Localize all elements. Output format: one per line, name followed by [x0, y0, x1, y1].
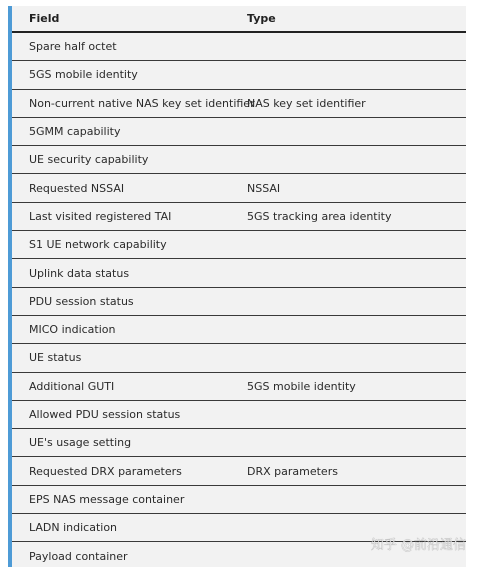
table-row: [12, 429, 466, 457]
table-row: [12, 259, 466, 287]
field-cell: Uplink data status: [29, 266, 130, 280]
field-cell: Spare half octet: [29, 40, 117, 54]
table-row: [12, 174, 466, 202]
table-header-row: [12, 6, 466, 33]
table-row: [12, 457, 466, 485]
watermark-text: 知乎 @前沿通信: [370, 538, 466, 553]
table-row: [12, 61, 466, 89]
field-cell: Non-current native NAS key set identifier: [29, 96, 255, 110]
table-row: [12, 90, 466, 118]
table-body: [12, 33, 466, 571]
field-cell: PDU session status: [29, 294, 134, 308]
field-cell: UE's usage setting: [29, 436, 132, 450]
field-cell: Requested DRX parameters: [29, 464, 182, 478]
type-cell: 5GS tracking area identity: [247, 209, 392, 223]
table-row: [12, 288, 466, 316]
field-cell: EPS NAS message container: [29, 492, 185, 506]
fields-table: [8, 6, 466, 567]
field-cell: S1 UE network capability: [29, 238, 167, 252]
header-field: Field: [29, 12, 60, 25]
type-cell: NAS key set identifier: [247, 96, 366, 110]
table-row: [12, 231, 466, 259]
type-cell: 5GS mobile identity: [247, 379, 356, 393]
table-row: [12, 146, 466, 174]
table-row: [12, 344, 466, 372]
table-row: [12, 401, 466, 429]
table-row: [12, 203, 466, 231]
table-row: [12, 118, 466, 146]
type-cell: NSSAI: [247, 181, 281, 195]
field-cell: LADN indication: [29, 521, 118, 535]
table-row: [12, 486, 466, 514]
field-cell: Payload container: [29, 549, 128, 563]
field-cell: UE status: [29, 351, 82, 365]
field-cell: Requested NSSAI: [29, 181, 125, 195]
field-cell: MICO indication: [29, 323, 116, 337]
field-cell: Additional GUTI: [29, 379, 115, 393]
watermark: [371, 534, 466, 553]
type-cell: DRX parameters: [247, 464, 338, 478]
field-cell: 5GS mobile identity: [29, 68, 138, 82]
header-type: Type: [247, 12, 276, 25]
field-cell: Last visited registered TAI: [29, 209, 172, 223]
table-row: [12, 33, 466, 61]
table-row: [12, 373, 466, 401]
field-cell: UE security capability: [29, 153, 149, 167]
table-row: [12, 316, 466, 344]
field-cell: 5GMM capability: [29, 125, 121, 139]
field-cell: Allowed PDU session status: [29, 408, 181, 421]
